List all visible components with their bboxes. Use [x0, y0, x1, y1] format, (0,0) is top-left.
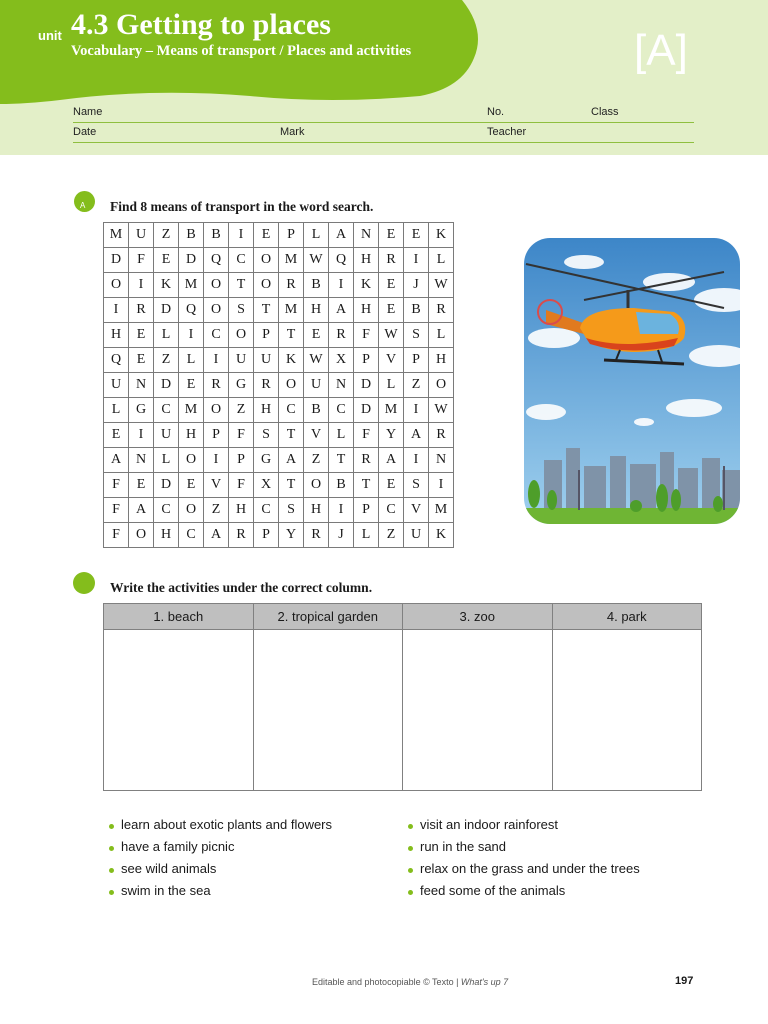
word-search-cell[interactable]: P [229, 448, 254, 473]
word-search-cell[interactable]: S [279, 498, 304, 523]
word-search-cell[interactable]: W [429, 273, 454, 298]
word-search-cell[interactable]: L [379, 373, 404, 398]
word-search-cell[interactable]: B [304, 273, 329, 298]
page-number: 197 [675, 975, 694, 987]
word-search-cell[interactable]: I [429, 473, 454, 498]
number-label: No. [487, 106, 505, 118]
word-search-cell[interactable]: T [229, 273, 254, 298]
word-search-cell[interactable]: M [179, 398, 204, 423]
word-search-cell[interactable]: H [229, 498, 254, 523]
name-label: Name [73, 106, 103, 118]
word-search-cell[interactable]: Q [329, 248, 354, 273]
word-search-cell[interactable]: U [104, 373, 129, 398]
word-search-cell[interactable]: F [354, 423, 379, 448]
exercise-a-instruction: Find 8 means of transport in the word search. [110, 199, 374, 214]
word-search-cell[interactable]: T [329, 448, 354, 473]
date-label: Date [73, 126, 97, 138]
word-search-cell[interactable]: P [354, 348, 379, 373]
exercise-a-marker: A [74, 191, 95, 212]
word-search-cell[interactable]: O [179, 448, 204, 473]
word-search-cell[interactable]: O [129, 523, 154, 548]
word-search-cell[interactable]: X [254, 473, 279, 498]
word-search-cell[interactable]: E [379, 298, 404, 323]
unit-label: unit [38, 28, 62, 43]
helicopter-illustration [524, 238, 740, 524]
word-search-row [104, 423, 454, 448]
column-header-park: 4. park [552, 604, 702, 630]
word-search-cell[interactable]: R [304, 523, 329, 548]
word-search-cell[interactable]: N [129, 448, 154, 473]
word-search-cell[interactable]: Z [154, 348, 179, 373]
word-search-cell[interactable]: Z [404, 373, 429, 398]
word-search-cell[interactable]: U [254, 348, 279, 373]
word-search-cell[interactable]: H [354, 298, 379, 323]
word-search-cell[interactable]: W [429, 398, 454, 423]
word-search-cell[interactable]: H [304, 298, 329, 323]
word-search-cell[interactable]: O [254, 248, 279, 273]
word-search-cell[interactable]: U [229, 348, 254, 373]
word-search-cell[interactable]: O [204, 298, 229, 323]
word-search-cell[interactable]: O [229, 323, 254, 348]
word-search-cell[interactable]: H [354, 248, 379, 273]
word-search-cell[interactable]: D [104, 248, 129, 273]
word-search-cell[interactable]: U [129, 223, 154, 248]
word-search-cell[interactable]: E [304, 323, 329, 348]
word-search-cell[interactable]: T [279, 423, 304, 448]
word-search-cell[interactable]: I [229, 223, 254, 248]
word-search-cell[interactable]: P [204, 423, 229, 448]
answer-cell-park[interactable] [552, 630, 702, 791]
word-search-cell[interactable]: A [279, 448, 304, 473]
footer-note: Editable and photocopiable © Texto | What's up 7 [312, 977, 509, 987]
word-search-cell[interactable]: S [254, 423, 279, 448]
info-row-2 [73, 125, 694, 143]
word-search-cell[interactable]: U [404, 523, 429, 548]
activities-list-left [109, 817, 332, 905]
word-search-cell[interactable]: Y [279, 523, 304, 548]
word-search-cell[interactable]: N [329, 373, 354, 398]
word-search-cell[interactable]: T [279, 323, 304, 348]
word-search-cell[interactable]: M [179, 273, 204, 298]
word-search-cell[interactable]: R [229, 523, 254, 548]
activities-list-right [408, 817, 640, 905]
word-search-grid [103, 222, 454, 548]
word-search-cell[interactable]: V [379, 348, 404, 373]
word-search-cell[interactable]: X [329, 348, 354, 373]
word-search-row [104, 348, 454, 373]
word-search-cell[interactable]: L [354, 523, 379, 548]
word-search-cell[interactable]: R [254, 373, 279, 398]
helicopter-scene-image [524, 238, 740, 524]
word-search-cell[interactable]: W [304, 248, 329, 273]
list-item: feed some of the animals [408, 883, 640, 905]
word-search-cell[interactable]: A [379, 448, 404, 473]
list-item: run in the sand [408, 839, 640, 861]
word-search-cell[interactable]: C [154, 398, 179, 423]
word-search-cell[interactable]: E [379, 473, 404, 498]
word-search-cell[interactable]: O [304, 473, 329, 498]
word-search-cell[interactable]: L [429, 248, 454, 273]
word-search-cell[interactable]: A [129, 498, 154, 523]
word-search-cell[interactable]: P [279, 223, 304, 248]
word-search-cell[interactable]: O [104, 273, 129, 298]
word-search-cell[interactable]: I [204, 448, 229, 473]
word-search-cell[interactable]: Z [379, 523, 404, 548]
word-search-cell[interactable]: A [104, 448, 129, 473]
word-search-cell[interactable]: S [404, 323, 429, 348]
word-search-cell[interactable]: L [154, 448, 179, 473]
word-search-cell[interactable]: C [179, 523, 204, 548]
word-search-cell[interactable]: D [179, 248, 204, 273]
answer-cell-tropical-garden[interactable] [253, 630, 403, 791]
word-search-cell[interactable]: M [279, 248, 304, 273]
word-search-cell[interactable]: F [104, 473, 129, 498]
class-label: Class [591, 106, 619, 118]
word-search-row [104, 223, 454, 248]
word-search-cell[interactable]: H [179, 423, 204, 448]
word-search-cell[interactable]: O [204, 398, 229, 423]
word-search-cell[interactable]: C [379, 498, 404, 523]
word-search-cell[interactable]: R [429, 298, 454, 323]
list-item: learn about exotic plants and flowers [109, 817, 332, 839]
column-header-tropical-garden: 2. tropical garden [253, 604, 403, 630]
page-subtitle: Vocabulary – Means of transport / Places and activities [71, 43, 412, 59]
word-search-cell[interactable]: K [279, 348, 304, 373]
word-search-cell[interactable]: Z [304, 448, 329, 473]
word-search-cell[interactable]: P [354, 498, 379, 523]
word-search-cell[interactable]: E [154, 248, 179, 273]
word-search-cell[interactable]: C [329, 398, 354, 423]
word-search-cell[interactable]: J [329, 523, 354, 548]
word-search-cell[interactable]: I [179, 323, 204, 348]
answer-cell-zoo[interactable] [403, 630, 553, 791]
word-search-cell[interactable]: E [254, 223, 279, 248]
exercise-b-marker [73, 572, 95, 594]
word-search-cell[interactable]: T [279, 473, 304, 498]
word-search-row [104, 498, 454, 523]
word-search-cell[interactable]: Z [229, 398, 254, 423]
word-search-cell[interactable]: R [204, 373, 229, 398]
word-search-cell[interactable]: Q [104, 348, 129, 373]
word-search-cell[interactable]: O [429, 373, 454, 398]
word-search-row [104, 373, 454, 398]
word-search-row [104, 398, 454, 423]
word-search-cell[interactable]: H [154, 523, 179, 548]
word-search-cell[interactable]: A [404, 423, 429, 448]
list-item: see wild animals [109, 861, 332, 883]
word-search-cell[interactable]: R [379, 248, 404, 273]
word-search-cell[interactable]: B [404, 298, 429, 323]
word-search-cell[interactable]: R [279, 273, 304, 298]
word-search-cell[interactable]: S [404, 473, 429, 498]
word-search-cell[interactable]: G [129, 398, 154, 423]
word-search-row [104, 448, 454, 473]
mark-label: Mark [280, 126, 305, 138]
word-search-cell[interactable]: J [404, 273, 429, 298]
word-search-cell[interactable]: Q [179, 298, 204, 323]
word-search-cell[interactable]: C [204, 323, 229, 348]
word-search-cell[interactable]: R [329, 323, 354, 348]
word-search-cell[interactable]: T [254, 298, 279, 323]
word-search-cell[interactable]: E [129, 323, 154, 348]
word-search-cell[interactable]: F [129, 248, 154, 273]
activities-table [103, 603, 702, 791]
word-search-cell[interactable]: C [254, 498, 279, 523]
word-search-cell[interactable]: N [354, 223, 379, 248]
word-search-cell[interactable]: Z [154, 223, 179, 248]
word-search-cell[interactable]: E [129, 348, 154, 373]
word-search-cell[interactable]: O [204, 273, 229, 298]
word-search-cell[interactable]: M [279, 298, 304, 323]
word-search-cell[interactable]: O [254, 273, 279, 298]
word-search-cell[interactable]: C [154, 498, 179, 523]
word-search-cell[interactable]: V [404, 498, 429, 523]
word-search-cell[interactable]: I [204, 348, 229, 373]
word-search-cell[interactable]: E [404, 223, 429, 248]
word-search-row [104, 273, 454, 298]
word-search-cell[interactable]: I [329, 498, 354, 523]
word-search-row [104, 523, 454, 548]
word-search-cell[interactable]: E [379, 223, 404, 248]
word-search-cell[interactable]: L [429, 323, 454, 348]
word-search-row [104, 473, 454, 498]
word-search-cell[interactable]: W [304, 348, 329, 373]
list-item: relax on the grass and under the trees [408, 861, 640, 883]
word-search-cell[interactable]: I [329, 273, 354, 298]
word-search-cell[interactable]: P [254, 523, 279, 548]
word-search-cell[interactable]: V [204, 473, 229, 498]
word-search-cell[interactable]: F [104, 498, 129, 523]
word-search-cell[interactable]: Z [204, 498, 229, 523]
word-search-cell[interactable]: K [154, 273, 179, 298]
word-search-cell[interactable]: E [104, 423, 129, 448]
exercise-b-instruction: Write the activities under the correct column. [110, 580, 373, 595]
word-search-cell[interactable]: M [429, 498, 454, 523]
word-search-cell[interactable]: B [329, 473, 354, 498]
info-row-1 [73, 105, 694, 123]
word-search-cell[interactable]: H [429, 348, 454, 373]
word-search-cell[interactable]: D [154, 473, 179, 498]
answer-cell-beach[interactable] [104, 630, 254, 791]
word-search-cell[interactable]: R [429, 423, 454, 448]
word-search-cell[interactable]: Y [379, 423, 404, 448]
word-search-cell[interactable]: F [229, 423, 254, 448]
page-title: 4.3 Getting to places [71, 8, 331, 41]
word-search-cell[interactable]: N [429, 448, 454, 473]
word-search-cell[interactable]: L [179, 348, 204, 373]
level-tag: [A] [634, 26, 688, 75]
word-search-cell[interactable]: H [254, 398, 279, 423]
word-search-cell[interactable]: P [254, 323, 279, 348]
word-search-cell[interactable]: I [129, 273, 154, 298]
word-search-cell[interactable]: P [404, 348, 429, 373]
word-search-cell[interactable]: G [229, 373, 254, 398]
word-search-cell[interactable]: U [154, 423, 179, 448]
column-header-zoo: 3. zoo [403, 604, 553, 630]
word-search-cell[interactable]: O [179, 498, 204, 523]
list-item: swim in the sea [109, 883, 332, 905]
word-search-cell[interactable]: N [129, 373, 154, 398]
word-search-cell[interactable]: L [104, 398, 129, 423]
word-search-cell[interactable]: L [154, 323, 179, 348]
word-search-cell[interactable]: F [104, 523, 129, 548]
word-search-cell[interactable]: F [229, 473, 254, 498]
word-search-row [104, 323, 454, 348]
word-search-cell[interactable]: W [379, 323, 404, 348]
word-search-cell[interactable]: I [129, 423, 154, 448]
word-search-cell[interactable]: C [229, 248, 254, 273]
word-search-cell[interactable]: H [304, 498, 329, 523]
word-search-row [104, 298, 454, 323]
word-search-cell[interactable]: K [354, 273, 379, 298]
word-search-cell[interactable]: A [329, 298, 354, 323]
word-search-cell[interactable]: L [304, 223, 329, 248]
word-search-cell[interactable]: U [304, 373, 329, 398]
word-search-cell[interactable]: D [354, 373, 379, 398]
word-search-cell[interactable]: D [154, 373, 179, 398]
word-search-cell[interactable]: D [154, 298, 179, 323]
word-search-cell[interactable]: G [254, 448, 279, 473]
word-search-cell[interactable]: F [354, 323, 379, 348]
word-search-cell[interactable]: Q [204, 248, 229, 273]
word-search-cell[interactable]: S [229, 298, 254, 323]
word-search-row [104, 248, 454, 273]
word-search-cell[interactable]: A [204, 523, 229, 548]
word-search-cell[interactable]: A [329, 223, 354, 248]
column-header-beach: 1. beach [104, 604, 254, 630]
word-search-cell[interactable]: E [179, 473, 204, 498]
word-search-cell[interactable]: H [104, 323, 129, 348]
word-search-cell[interactable]: V [304, 423, 329, 448]
word-search-cell[interactable]: K [429, 223, 454, 248]
word-search-cell[interactable]: D [354, 398, 379, 423]
word-search-cell[interactable]: O [279, 373, 304, 398]
word-search-cell[interactable]: I [404, 448, 429, 473]
word-search-cell[interactable]: L [329, 423, 354, 448]
word-search-cell[interactable]: M [379, 398, 404, 423]
word-search-cell[interactable]: E [179, 373, 204, 398]
word-search-cell[interactable]: E [129, 473, 154, 498]
word-search-cell[interactable]: E [379, 273, 404, 298]
word-search-cell[interactable]: I [104, 298, 129, 323]
word-search-cell[interactable]: B [179, 223, 204, 248]
word-search-cell[interactable]: B [304, 398, 329, 423]
word-search-cell[interactable]: R [129, 298, 154, 323]
word-search-cell[interactable]: C [279, 398, 304, 423]
list-item: have a family picnic [109, 839, 332, 861]
list-item: visit an indoor rainforest [408, 817, 640, 839]
word-search-cell[interactable]: I [404, 398, 429, 423]
word-search-cell[interactable]: I [404, 248, 429, 273]
word-search-cell[interactable]: M [104, 223, 129, 248]
word-search-cell[interactable]: T [354, 473, 379, 498]
teacher-label: Teacher [487, 126, 527, 138]
word-search-cell[interactable]: R [354, 448, 379, 473]
word-search-cell[interactable]: B [204, 223, 229, 248]
word-search-cell[interactable]: K [429, 523, 454, 548]
